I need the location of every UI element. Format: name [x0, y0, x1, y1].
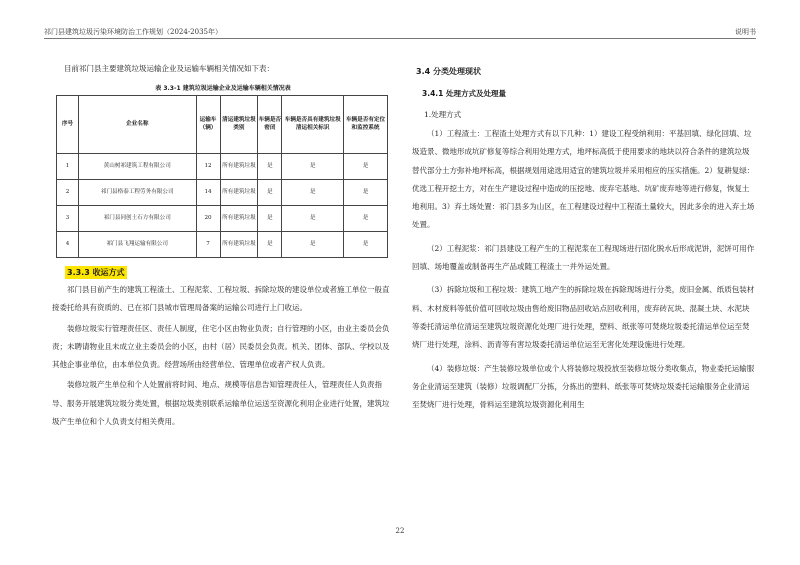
table-header-row — [57, 96, 388, 154]
page-header-doc-type: 说明书 — [735, 28, 756, 36]
table-cell: 是 — [344, 206, 388, 232]
table-header-cell: 企业名称 — [78, 96, 196, 154]
section-heading-3-3-3: 3.3.3 收运方式 — [67, 268, 125, 277]
body-paragraph: （1）工程渣土：工程渣土处理方式有以下几种：1）建设工程受纳利用：平基回填、绿化回填、垃圾造景、微地形成坑矿修复等综合利用处理方式，地坪标高低于使用要求的地块以符合条件的建筑垃圾替代部分土方弥补地坪标高，根据规划用途选用适宜的建筑垃圾并采用相应的压实措施。2）复耕复绿：优选工程开挖土方，对在生产建设过程中造成的压挖地、废弃宅基地、坑矿废弃地等进行修复，恢复土地利用。3）弃土场处置：祁门县多为山区，在工程建设过程中工程渣土量较大，因此多余的进入弃土场处置。 — [412, 129, 755, 230]
left-column — [52, 63, 394, 431]
table-cell: 1 — [57, 154, 79, 180]
table-cell: 祁门县格泰工程劳务有限公司 — [78, 180, 196, 206]
table-cell: 12 — [196, 154, 220, 180]
table-cell: 是 — [344, 232, 388, 258]
right-column — [412, 63, 756, 414]
page-header-title: 祁门县建筑垃圾污染环境防治工作规划（2024-2035年） — [44, 28, 222, 36]
table-cell: 祁门县同创土石方有限公司 — [78, 206, 196, 232]
table-cell: 是 — [344, 154, 388, 180]
table-cell: 是 — [282, 154, 344, 180]
table-cell: 所有建筑垃圾 — [220, 180, 258, 206]
table-cell: 是 — [258, 232, 282, 258]
table-cell: 是 — [282, 232, 344, 258]
body-paragraph: （2）工程泥浆：祁门县建设工程产生的工程泥浆在工程现场进行固化脱水后形成泥饼，泥饼可用作回填、场地覆盖或制备再生产品或随工程渣土一并外运处置。 — [412, 243, 755, 272]
page-number: 22 — [395, 527, 405, 535]
body-paragraph: 装修垃圾实行管理责任区、责任人制度，住宅小区由物业负责；自行管理的小区，由业主委员会负责；未聘请物业且未成立业主委员会的小区，由村（居）民委员会负责。机关、团体、部队、学校以及其他企事业单位，由本单位负责。经营场所由经营单位、管理单位或者产权人负责。 — [52, 323, 390, 370]
table-row — [57, 154, 388, 180]
table-cell: 是 — [258, 180, 282, 206]
header-divider — [44, 38, 756, 39]
table-cell: 3 — [57, 206, 79, 232]
table-header-cell: 运输车（辆） — [196, 96, 220, 154]
table-cell: 2 — [57, 180, 79, 206]
table-header-cell: 清运建筑垃圾类别 — [220, 96, 258, 154]
table-row — [57, 206, 388, 232]
table-row — [57, 232, 388, 258]
sub-heading-processing-method: 1.处理方式 — [424, 110, 462, 119]
table-cell: 所有建筑垃圾 — [220, 154, 258, 180]
table-row — [57, 180, 388, 206]
table-cell: 是 — [258, 154, 282, 180]
table-cell: 是 — [282, 180, 344, 206]
table-cell: 4 — [57, 232, 79, 258]
table-header-cell: 序号 — [57, 96, 79, 154]
table-cell: 7 — [196, 232, 220, 258]
table-caption: 表 3.3-1 建筑垃圾运输企业及运输车辆相关情况表 — [155, 85, 291, 92]
table-header-cell: 车辆是否具有建筑垃圾清运相关标识 — [282, 96, 344, 154]
table-cell: 所有建筑垃圾 — [220, 206, 258, 232]
body-paragraph: （4）装修垃圾：产生装修垃圾单位或个人将装修垃圾投放至装修垃圾分类收集点，物业委托运输服务企业清运至建筑（装修）垃圾调配厂分拣，分拣出的塑料、纸张等可焚烧垃圾委托运输服务企业清运至焚烧厂进行处理，骨料运至建筑垃圾资源化利用生 — [412, 363, 755, 410]
table-cell: 是 — [258, 206, 282, 232]
table-intro-text: 目前祁门县主要建筑垃圾运输企业及运输车辆相关情况如下表： — [64, 64, 274, 73]
transport-companies-table — [56, 95, 388, 258]
table-cell: 是 — [282, 206, 344, 232]
body-paragraph: 祁门县目前产生的建筑工程渣土、工程泥浆、工程垃圾、拆除垃圾的建设单位或者施工单位一般直接委托给具有资质的、已在祁门县城市管理局备案的运输公司进行上门收运。 — [52, 285, 390, 313]
body-paragraph: （3）拆除垃圾和工程垃圾：建筑工地产生的拆除垃圾在拆除现场进行分类，废旧金属、纸质包装材料、木材废料等低价值可回收垃圾由售给废旧物品回收站点回收利用，废弃砖瓦块、混凝土块、水泥块等委托清运单位清运至建筑垃圾资源化处理厂进行处理，塑料、纸张等可焚烧垃圾委托清运单位运至焚烧厂进行处理，涂料、沥青等有害垃圾委托清运单位运至无害化处理设施进行处理。 — [412, 285, 755, 350]
table-cell: 14 — [196, 180, 220, 206]
body-paragraph: 装修垃圾产生单位和个人处置前将时间、地点、规模等信息告知管理责任人，管理责任人负责指导、服务开展建筑垃圾分类处置，根据垃圾类别联系运输单位运送至资源化利用企业进行处置，建筑垃圾产生单位和个人负责支付相关费用。 — [52, 380, 390, 427]
table-cell: 所有建筑垃圾 — [220, 232, 258, 258]
table-cell: 是 — [344, 180, 388, 206]
table-header-cell: 车辆是否有定位和监控系统 — [344, 96, 388, 154]
table-header-cell: 车辆是否密闭 — [258, 96, 282, 154]
section-heading-3-4: 3.4 分类处理现状 — [416, 67, 481, 76]
table-cell: 20 — [196, 206, 220, 232]
table-cell: 黄山树祁建筑工程有限公司 — [78, 154, 196, 180]
section-heading-3-4-1: 3.4.1 处理方式及处理量 — [422, 89, 506, 98]
table-cell: 祁门县飞翔运输有限公司 — [78, 232, 196, 258]
